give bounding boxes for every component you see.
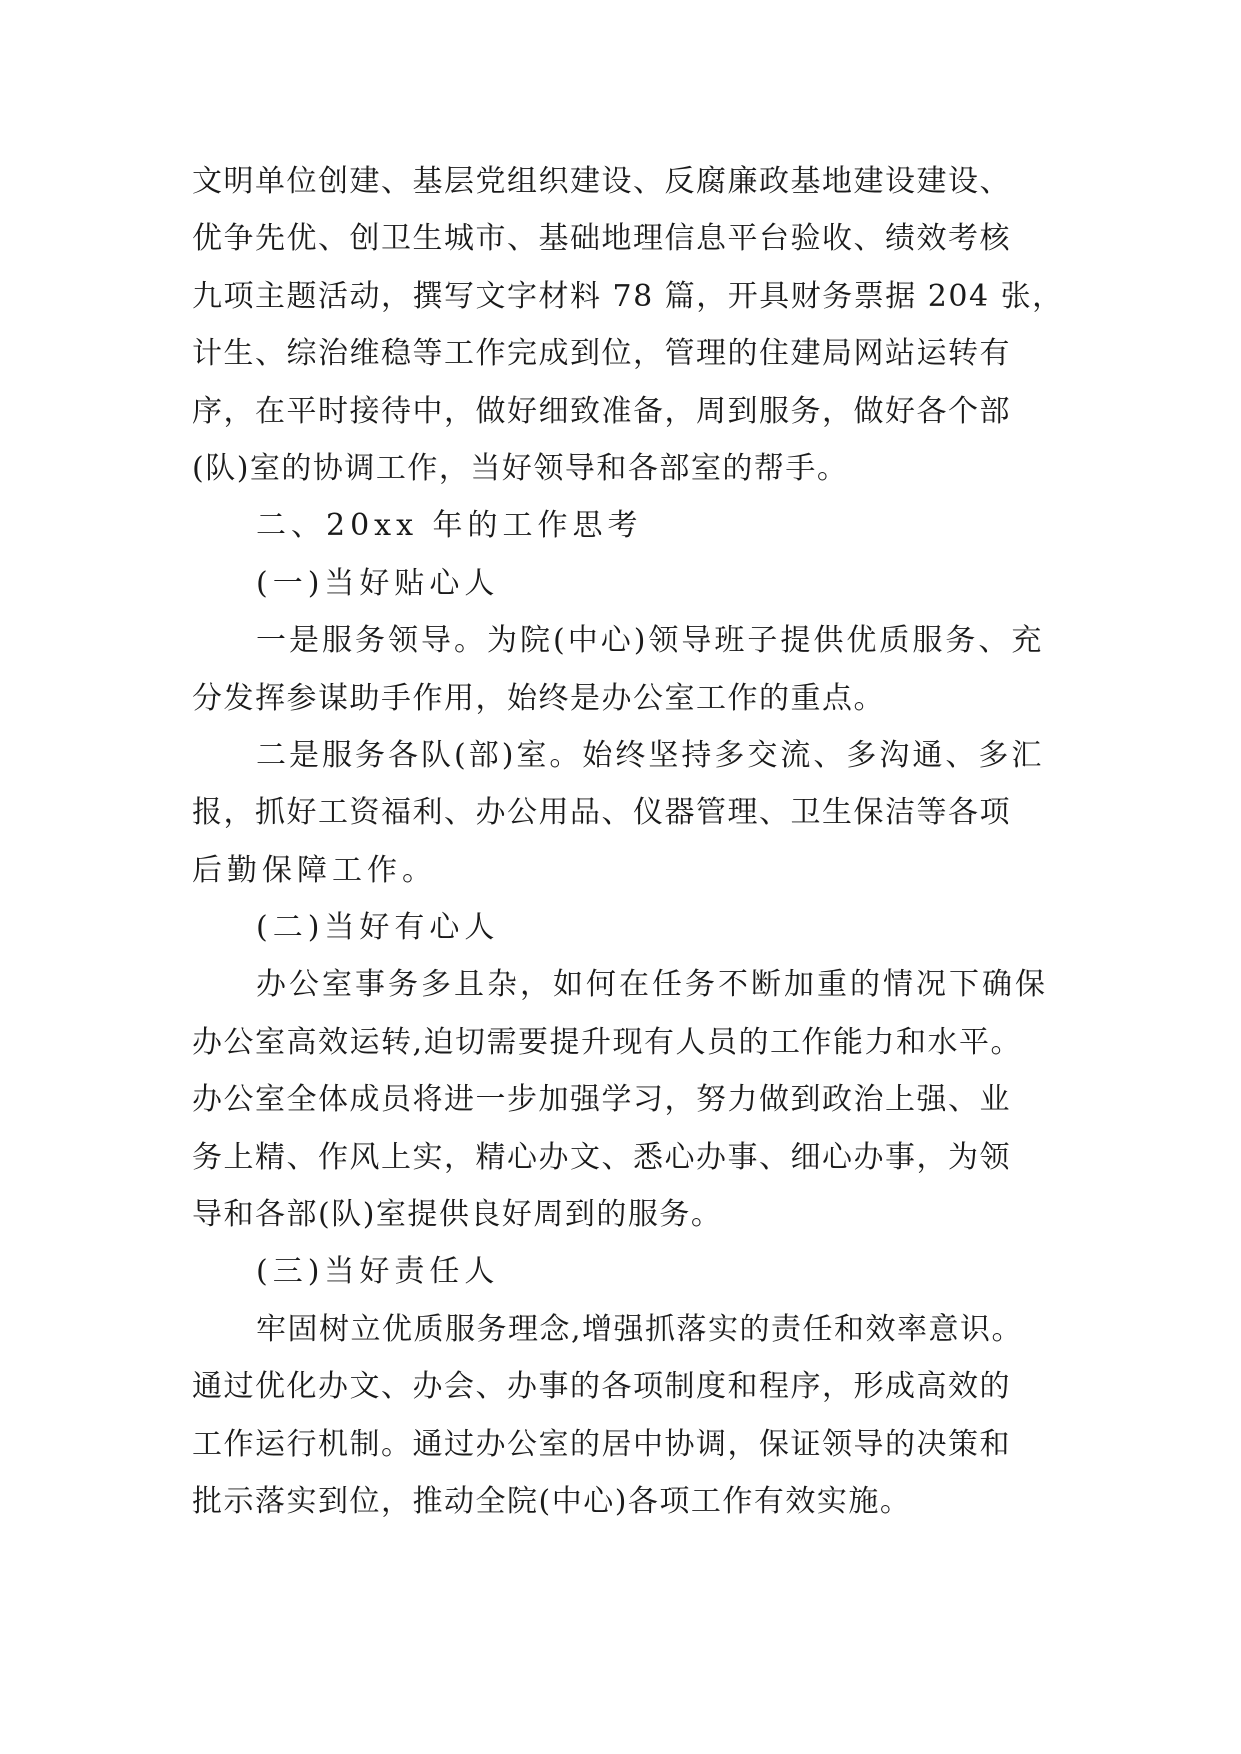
text-line: (队)室的协调工作，当好领导和各部室的帮手。 [192,450,849,486]
text-line: 分发挥参谋助手作用，始终是办公室工作的重点。 [192,680,885,716]
text-line: 批示落实到位，推动全院(中心)各项工作有效实施。 [192,1483,912,1519]
text-line: 办公室事务多且杂，如何在任务不断加重的情况下确保 [256,967,1048,1003]
text-line: 一是服务领导。为院(中心)领导班子提供优质服务、充 [256,623,1045,659]
text-line: (二)当好有心人 [256,910,500,946]
text-line: 二、20xx 年的工作思考 [256,508,643,544]
text-line: 后勤保障工作。 [192,852,437,888]
text-line: 工作运行机制。通过办公室的居中协调，保证领导的决策和 [192,1426,1011,1462]
text-line: 务上精、作风上实，精心办文、悉心办事、细心办事，为领 [192,1139,1011,1175]
text-line: 办公室全体成员将进一步加强学习，努力做到政治上强、业 [192,1082,1011,1118]
text-line: 办公室高效运转,迫切需要提升现有人员的工作能力和水平。 [192,1024,1023,1060]
text-line: 计生、综治维稳等工作完成到位，管理的住建局网站运转有 [192,336,1011,372]
text-line: 通过优化办文、办会、办事的各项制度和程序，形成高效的 [192,1369,1011,1405]
text-line: (一)当好贴心人 [256,565,500,601]
text-line: 二是服务各队(部)室。始终坚持多交流、多沟通、多汇 [256,737,1045,773]
text-line: 导和各部(队)室提供良好周到的服务。 [192,1197,723,1233]
text-line: 牢固树立优质服务理念,增强抓落实的责任和效率意识。 [256,1311,1024,1347]
text-line: 报，抓好工资福利、办公用品、仪器管理、卫生保洁等各项 [192,795,1011,831]
text-line: 序，在平时接待中，做好细致准备，周到服务，做好各个部 [192,393,1011,429]
text-line: 九项主题活动，撰写文字材料 78 篇，开具财务票据 204 张， [192,278,1064,314]
text-line: 优争先优、创卫生城市、基础地理信息平台验收、绩效考核 [192,221,1011,257]
document-body [192,153,1082,1530]
text-line: (三)当好责任人 [256,1254,500,1290]
text-line: 文明单位创建、基层党组织建设、反腐廉政基地建设建设、 [192,164,1011,199]
